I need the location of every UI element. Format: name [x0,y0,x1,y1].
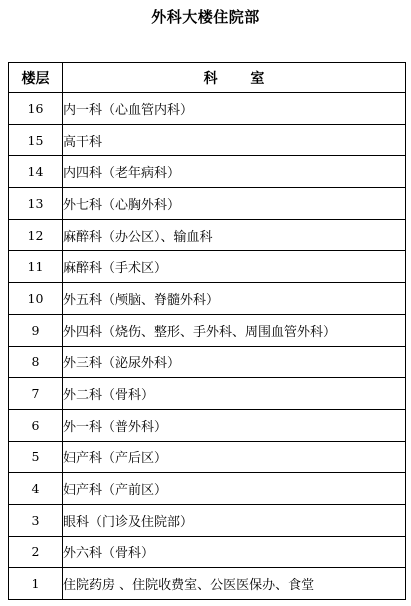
department-name: 外一科（普外科） [63,409,406,441]
table-row [9,536,406,568]
table-row [9,283,406,315]
table-row [9,314,406,346]
department-name: 内一科（心血管内科） [63,93,406,125]
floor-number: 2 [9,536,63,568]
table-row [9,251,406,283]
department-name: 高干科 [63,124,406,156]
department-column-header: 科 室 [63,63,406,93]
floor-number: 11 [9,251,63,283]
department-name: 麻醉科（办公区）、输血科 [63,219,406,251]
floor-number: 6 [9,409,63,441]
floor-directory-table [8,62,406,600]
floor-number: 1 [9,568,63,600]
department-name: 内四科（老年病科） [63,156,406,188]
floor-number: 13 [9,188,63,220]
floor-number: 9 [9,314,63,346]
table-row [9,568,406,600]
table-row [9,93,406,125]
department-name: 眼科（门诊及住院部） [63,504,406,536]
floor-number: 7 [9,378,63,410]
table-row [9,124,406,156]
table-row [9,219,406,251]
table-row [9,409,406,441]
department-name: 外六科（骨科） [63,536,406,568]
table-row [9,156,406,188]
table-row [9,504,406,536]
floor-number: 16 [9,93,63,125]
table-row [9,378,406,410]
floor-number: 3 [9,504,63,536]
table-row [9,346,406,378]
department-name: 外七科（心胸外科） [63,188,406,220]
department-name: 麻醉科（手术区） [63,251,406,283]
department-name: 外二科（骨科） [63,378,406,410]
department-name: 妇产科（产后区） [63,441,406,473]
floor-column-header: 楼层 [9,63,63,93]
department-name: 外五科（颅脑、脊髓外科） [63,283,406,315]
department-name: 住院药房 、住院收费室、公医医保办、食堂 [63,568,406,600]
floor-number: 10 [9,283,63,315]
table-row [9,188,406,220]
table-row [9,473,406,505]
floor-number: 5 [9,441,63,473]
floor-number: 12 [9,219,63,251]
department-name: 妇产科（产前区） [63,473,406,505]
floor-number: 4 [9,473,63,505]
floor-number: 14 [9,156,63,188]
page-title: 外科大楼住院部 [151,8,260,26]
table-row [9,441,406,473]
table-header-row [9,63,406,93]
floor-number: 8 [9,346,63,378]
department-name: 外三科（泌尿外科） [63,346,406,378]
department-name: 外四科（烧伤、整形、手外科、周围血管外科） [63,314,406,346]
floor-number: 15 [9,124,63,156]
